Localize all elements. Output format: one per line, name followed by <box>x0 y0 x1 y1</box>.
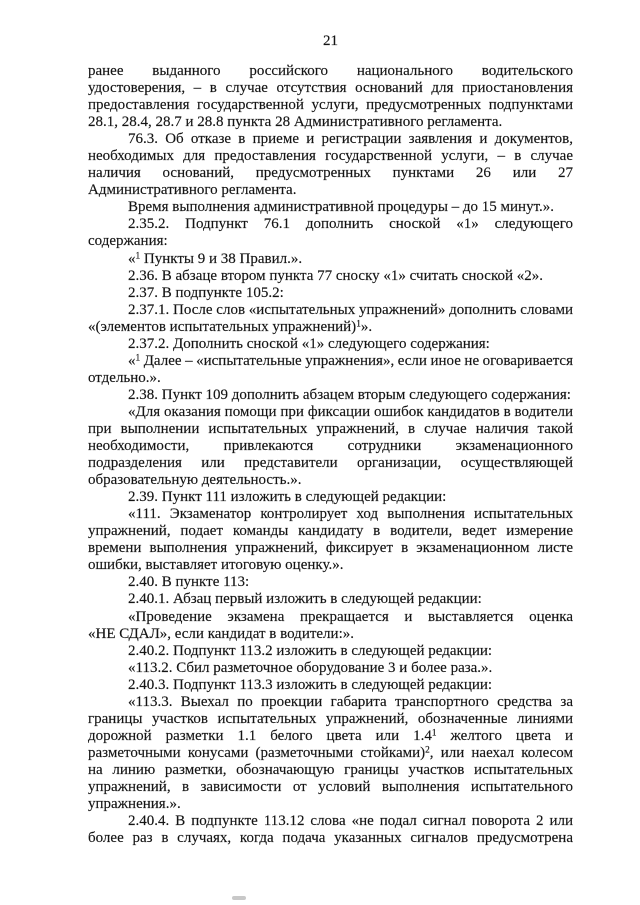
paragraph <box>88 591 573 608</box>
paragraph <box>88 643 573 660</box>
paragraph <box>88 387 573 404</box>
text-line: 2.38. Пункт 109 дополнить абзацем вторым следующего содержания: <box>128 386 571 403</box>
text-segment: , или наехал колесом <box>429 744 573 761</box>
text-line: упражнений, подает команды кандидату в водители, ведет измерение <box>88 523 573 540</box>
paragraph <box>88 131 573 199</box>
paragraph <box>88 285 573 302</box>
text-line: Время выполнения административной процедуры – до 15 минут.». <box>128 199 554 216</box>
paragraph <box>88 489 573 506</box>
paragraph <box>88 251 573 268</box>
scan-mark <box>232 896 246 900</box>
text-line: 2.37.2. Дополнить сноской «1» следующего содержания: <box>128 335 490 352</box>
text-line: 2.40. В пункте 113: <box>128 574 250 591</box>
text-line: более раз в случаях, когда подача указанных сигналов предусмотрена <box>88 830 573 847</box>
text-line: наличия оснований, предусмотренных пунктами 26 или 27 <box>88 165 573 182</box>
text-line: 2.40.2. Подпункт 113.2 изложить в следующей редакции: <box>128 642 493 659</box>
page-number: 21 <box>323 33 338 49</box>
text-segment: ». <box>360 318 373 335</box>
paragraph <box>88 404 573 489</box>
paragraph <box>88 353 573 387</box>
text-line: удостоверения, – в случае отсутствия оснований для приостановления <box>88 80 573 97</box>
text-line: 2.40.1. Абзац первый изложить в следующей редакции: <box>128 591 482 608</box>
text-line <box>88 728 573 745</box>
paragraph <box>88 302 573 336</box>
text-line: на линию разметки, обозначающую границы участков испытательных <box>88 761 573 778</box>
text-line: необходимых для предоставления государственной услуги, – в случае <box>88 148 573 165</box>
text-line: предоставления государственной услуги, предусмотренных подпунктами <box>88 97 573 114</box>
text-line: 2.40.4. В подпункте 113.12 слова «не подал сигнал поворота 2 или <box>128 813 573 830</box>
text-line: Административного регламента. <box>88 182 297 199</box>
text-line: ошибки, выставляет итоговую оценку.». <box>88 557 344 574</box>
text-line: «Проведение экзамена прекращается и выставляется оценка <box>128 608 573 625</box>
text-segment: « <box>128 352 136 369</box>
text-segment: Далее – «испытательные упражнения», если иное не оговаривается <box>140 352 573 369</box>
paragraph <box>88 574 573 591</box>
text-line: границы участков испытательных упражнений, обозначенные линиями <box>88 710 573 727</box>
paragraph <box>88 677 573 694</box>
footnote-marker: 1 <box>135 353 141 364</box>
text-segment: разметочными конусами (разметочными стойками) <box>88 744 426 761</box>
footnote-text-line <box>88 353 573 370</box>
text-line: подразделения или представители организации, осуществляющей <box>88 455 573 472</box>
text-line: 2.37. В подпункте 105.2: <box>128 284 284 301</box>
footnote-marker: 1 <box>356 319 361 330</box>
text-line: при выполнении испытательных упражнений, в случае наличия такой <box>88 420 573 437</box>
text-line: упражнений, в зависимости от условий выполнения испытательного <box>88 778 573 795</box>
paragraph <box>88 694 573 813</box>
text-line <box>88 745 573 762</box>
text-line: ранее выданного российского национального водительского <box>88 63 573 79</box>
text-segment: « <box>128 250 136 267</box>
text-line: 2.39. Пункт 111 изложить в следующей редакции: <box>128 489 447 506</box>
paragraph <box>88 506 573 574</box>
paragraph <box>88 216 573 250</box>
text-line: 76.3. Об отказе в приеме и регистрации заявления и документов, <box>128 131 573 148</box>
text-line: «111. Экзаменатор контролирует ход выполнения испытательных <box>128 506 573 523</box>
paragraph <box>88 63 573 131</box>
text-line <box>88 319 573 336</box>
paragraph <box>88 660 573 677</box>
text-line: «113.3. Выехал по проекции габарита транспортного средства за <box>128 693 573 710</box>
text-segment: дорожной разметки 1.1 белого цвета или 1.4 <box>88 727 432 744</box>
paragraph <box>88 609 573 643</box>
footnote-text-line <box>88 251 573 268</box>
paragraph <box>88 336 573 353</box>
text-segment: желтого цвета и <box>436 727 573 744</box>
footnote-marker: 2 <box>425 745 430 756</box>
text-line: времени выполнения упражнений, фиксирует в экзаменационном листе <box>88 540 573 557</box>
text-line: 2.37.1. После слов «испытательных упражнений» дополнить словами <box>128 301 573 318</box>
text-line: «Для оказания помощи при фиксации ошибок кандидатов в водители <box>128 403 573 420</box>
text-segment: «(элементов испытательных упражнений) <box>88 318 357 335</box>
text-line: упражнения.». <box>88 796 181 813</box>
text-segment: Пункты 9 и 38 Правил.». <box>140 250 303 267</box>
document-body <box>88 63 573 847</box>
text-line: 2.40.3. Подпункт 113.3 изложить в следующей редакции: <box>128 676 493 693</box>
paragraph <box>88 199 573 216</box>
footnote-marker: 1 <box>431 728 437 739</box>
text-line: образовательную деятельность.». <box>88 472 302 489</box>
footnote-marker: 1 <box>135 250 141 261</box>
text-line: необходимости, привлекаются сотрудники экзаменационного <box>88 438 573 455</box>
text-line: «113.2. Сбил разметочное оборудование 3 и более раза.». <box>128 659 493 676</box>
text-line: «НЕ СДАЛ», если кандидат в водители:». <box>88 625 354 642</box>
paragraph <box>88 813 573 847</box>
text-line: содержания: <box>88 233 168 250</box>
text-line: 2.35.2. Подпункт 76.1 дополнить сноской «1» следующего <box>128 216 573 233</box>
paragraph <box>88 268 573 285</box>
text-line: отдельно.». <box>88 369 161 386</box>
text-line: 28.1, 28.4, 28.7 и 28.8 пункта 28 Административного регламента. <box>88 114 503 131</box>
text-line: 2.36. В абзаце втором пункта 77 сноску «1» считать сноской «2». <box>128 267 544 284</box>
